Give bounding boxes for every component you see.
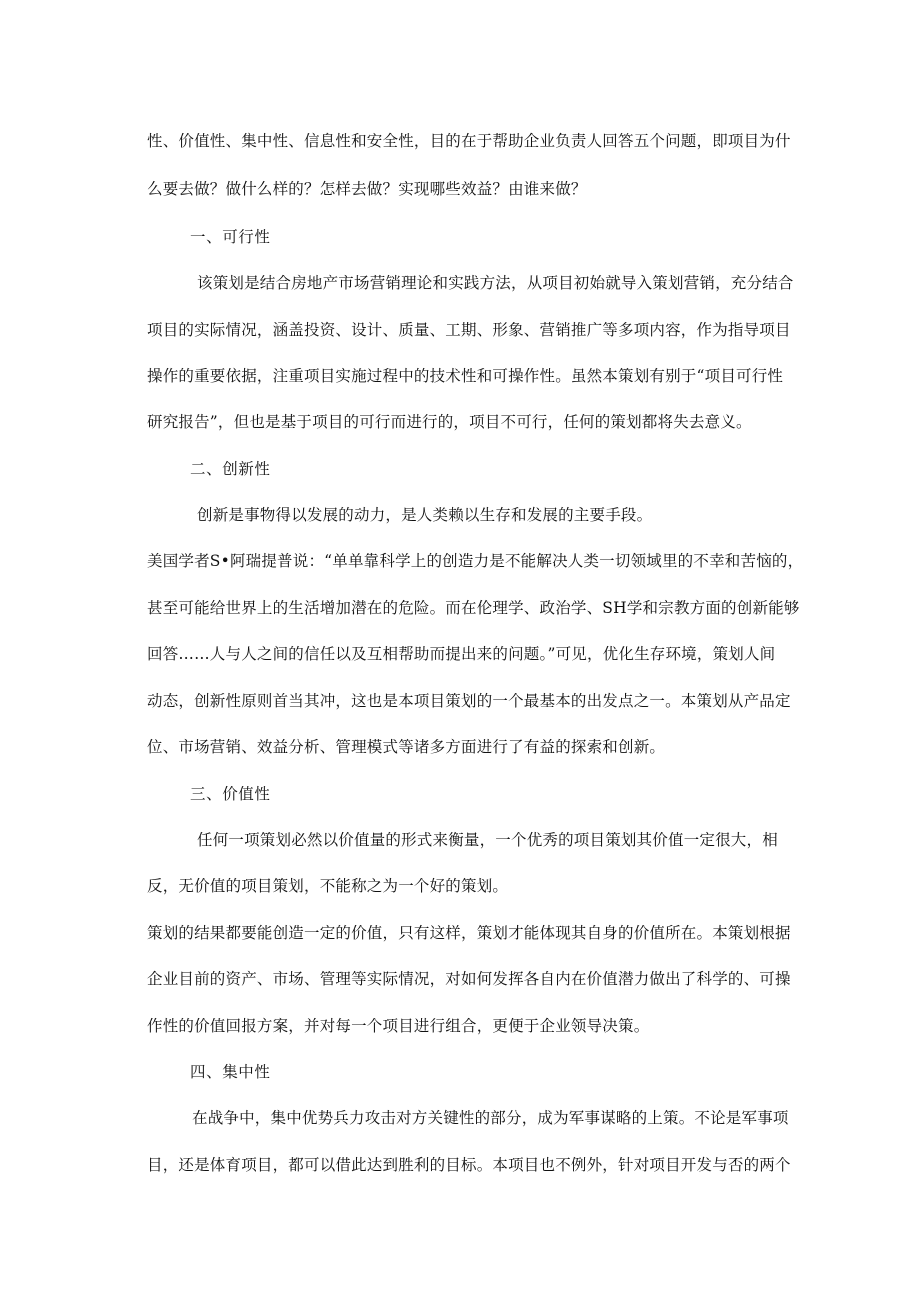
paragraph-line: 甚至可能给世界上的生活增加潜在的危险。而在伦理学、政治学、SH学和宗教方面的创新能够 <box>147 599 800 617</box>
paragraph-line: 研究报告”，但也是基于项目的可行而进行的，项目不可行，任何的策划都将失去意义。 <box>147 413 752 431</box>
paragraph-line: 创新是事物得以发展的动力，是人类赖以生存和发展的主要手段。 <box>197 506 653 524</box>
paragraph-line: 反，无价值的项目策划，不能称之为一个好的策划。 <box>147 877 509 895</box>
paragraph-line: 作性的价值回报方案，并对每一个项目进行组合，更便于企业领导决策。 <box>147 1017 650 1035</box>
paragraph-line: 策划的结果都要能创造一定的价值，只有这样，策划才能体现其自身的价值所在。本策划根据 <box>147 924 791 942</box>
section-heading-concentration: 四、集中性 <box>190 1063 271 1081</box>
section-heading-innovation: 二、创新性 <box>190 460 271 478</box>
paragraph-line: 位、市场营销、效益分析、管理模式等诸多方面进行了有益的探索和创新。 <box>147 738 666 756</box>
paragraph-line: 美国学者S•阿瑞提普说：“单单靠科学上的创造力是不能解决人类一切领域里的不幸和苦恼的， <box>147 552 804 570</box>
paragraph-line: 回答……人与人之间的信任以及互相帮助而提出来的问题。”可见，优化生存环境，策划人间 <box>147 645 776 663</box>
section-heading-feasibility: 一、可行性 <box>190 228 271 246</box>
paragraph-line: 动态，创新性原则首当其冲，这也是本项目策划的一个最基本的出发点之一。本策划从产品定 <box>147 692 791 710</box>
section-heading-value: 三、价值性 <box>190 785 271 803</box>
paragraph-line: 该策划是结合房地产市场营销理论和实践方法，从项目初始就导入策划营销，充分结合 <box>197 274 794 292</box>
paragraph-line: 性、价值性、集中性、信息性和安全性，目的在于帮助企业负责人回答五个问题，即项目为什 <box>147 132 791 150</box>
paragraph-line: 任何一项策划必然以价值量的形式来衡量，一个优秀的项目策划其价值一定很大，相 <box>197 831 778 849</box>
paragraph-line: 目，还是体育项目，都可以借此达到胜利的目标。本项目也不例外，针对项目开发与否的两个 <box>147 1156 791 1174</box>
paragraph-line: 么要去做？做什么样的？怎样去做？实现哪些效益？由谁来做？ <box>147 180 587 198</box>
paragraph-line: 企业目前的资产、市场、管理等实际情况，对如何发挥各自内在价值潜力做出了科学的、可操 <box>147 970 791 988</box>
paragraph-line: 在战争中，集中优势兵力攻击对方关键性的部分，成为军事谋略的上策。不论是军事项 <box>192 1109 789 1127</box>
paragraph-line: 项目的实际情况，涵盖投资、设计、质量、工期、形象、营销推广等多项内容，作为指导项目 <box>147 321 791 339</box>
paragraph-line: 操作的重要依据，注重项目实施过程中的技术性和可操作性。虽然本策划有别于“项目可行性 <box>147 367 784 385</box>
